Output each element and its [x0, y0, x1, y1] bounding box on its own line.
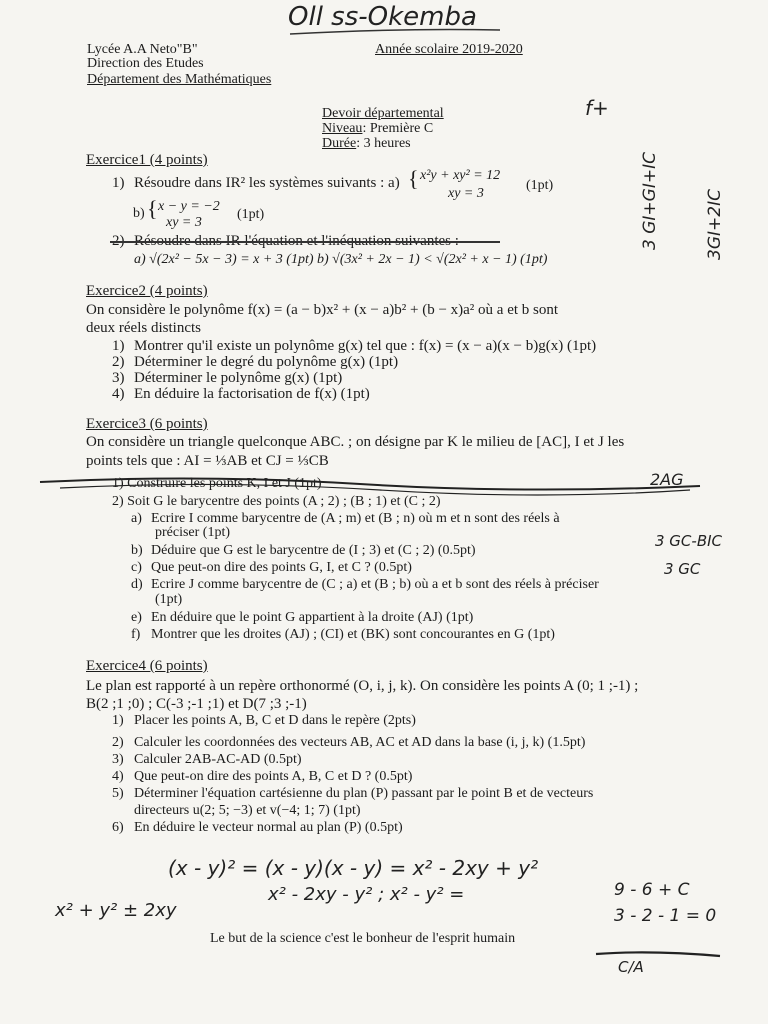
ex1-q2-strike: [110, 241, 500, 243]
ex1-q1: 1) Résoudre dans IR² les systèmes suivants : a): [112, 175, 400, 191]
ex2-item-4: 4) En déduire la factorisation de f(x) (1pt): [112, 386, 370, 402]
handwritten-identity-2: x² - 2xy - y² ; x² - y² =: [268, 884, 465, 905]
ex3-q2: 2) Soit G le barycentre des points (A ; 2) ; (B ; 1) et (C ; 2): [112, 494, 441, 509]
niveau-label: Niveau: [322, 121, 363, 136]
duree-value: : 3 heures: [356, 136, 411, 151]
ex1-q1b-eq2: xy = 3: [166, 215, 202, 230]
ex1-q1b-label: b): [133, 206, 145, 221]
ex3-e: e) En déduire que le point G appartient à la droite (AJ) (1pt): [131, 610, 474, 625]
ex1-title: Exercice1 (4 points): [86, 152, 208, 168]
ex4-item-1: 1) Placer les points A, B, C et D dans le repère (2pts): [112, 713, 416, 728]
ex3-d-line2: (1pt): [155, 592, 183, 607]
ex3-d-line1: d) Ecrire J comme barycentre de (C ; a) et (B ; b) où a et b sont des réels à préciser: [131, 577, 599, 592]
devoir-duree: [322, 136, 411, 152]
handwritten-bottom-right-3: C/A: [618, 958, 644, 976]
ex3-f: f) Montrer que les droites (AJ) ; (CI) et (BK) sont concourantes en G (1pt): [131, 627, 555, 642]
ex3-b: b) Déduire que G est le barycentre de (I ; 3) et (C ; 2) (0.5pt): [131, 543, 476, 558]
ex1-q2: 2) Résoudre dans IR l'équation et l'inéquation suivantes :: [112, 233, 459, 249]
ex2-intro-1: On considère le polynôme f(x) = (a − b)x² + (x − a)b² + (b − x)a² où a et b sont: [86, 302, 559, 318]
niveau-value: : Première C: [362, 121, 434, 136]
devoir-title: Devoir départemental: [322, 106, 444, 121]
ex2-item-3: 3) Déterminer le polynôme g(x) (1pt): [112, 370, 343, 386]
ex1-q1a-points: (1pt): [526, 178, 554, 193]
school-year: Année scolaire 2019-2020: [375, 42, 523, 57]
ex1-q1a-system: {: [408, 166, 419, 191]
ex4-item-3: 3) Calculer 2AB-AC-AD (0.5pt): [112, 752, 302, 767]
motto: Le but de la science c'est le bonheur de l'esprit humain: [210, 931, 516, 946]
duree-label: Durée: [322, 136, 357, 151]
ex4-intro-2: B(2 ;1 ;0) ; C(-3 ;-1 ;1) et D(7 ;3 ;-1): [86, 696, 307, 712]
ex2-title: Exercice2 (4 points): [86, 283, 208, 299]
ex3-margin-2ag: 2AG: [650, 470, 684, 489]
ex1-q1b-system: {: [147, 196, 158, 221]
department-name: Département des Mathématiques: [87, 72, 272, 87]
ex2-intro-2: deux réels distincts: [86, 320, 201, 336]
ex3-title: Exercice3 (6 points): [86, 416, 208, 432]
name-underline: [0, 0, 768, 40]
ex3-a-line1: a) Ecrire I comme barycentre de (A ; m) et (B ; n) où m et n sont des réels à: [131, 511, 560, 526]
margin-note-vertical-2: 3GI+2IC: [705, 189, 725, 260]
ex2-item-1: 1) Montrer qu'il existe un polynôme g(x) tel que : f(x) = (x − a)(x − b)g(x) (1pt): [112, 338, 597, 354]
ex4-item-5: 5) Déterminer l'équation cartésienne du plan (P) passant par le point B et de vecteurs: [112, 786, 594, 801]
margin-note-plus: f+: [585, 96, 609, 120]
handwritten-name: Oll ss-Okemba: [288, 2, 477, 32]
ex3-margin-3gc-bic: 3 GC-BIC: [655, 532, 723, 550]
margin-note-vertical-1: 3 GI+GI+IC: [640, 152, 660, 250]
ex3-q1: 1) Construire les points K, I et J (1pt): [112, 476, 322, 491]
ex3-intro-1: On considère un triangle quelconque ABC. ; on désigne par K le milieu de [AC], I et J les: [86, 434, 625, 450]
ex4-intro-1: Le plan est rapporté à un repère orthonormé (O, i, j, k). On considère les points A (0; 1 ;-1) ;: [86, 678, 639, 694]
ex3-margin-3gc: 3 GC: [664, 560, 701, 578]
ex3-c: c) Que peut-on dire des points G, I, et C ? (0.5pt): [131, 560, 412, 575]
ex4-item-5-cont: directeurs u(2; 5; −3) et v(−4; 1; 7) (1pt): [134, 803, 361, 818]
handwritten-bottom-right-1: 9 - 6 + C: [614, 880, 690, 900]
handwritten-identity-1: (x - y)² = (x - y)(x - y) = x² - 2xy + y²: [168, 856, 539, 880]
ex1-q2-equations: a) √(2x² − 5x − 3) = x + 3 (1pt) b) √(3x² + 2x − 1) < √(2x² + x − 1) (1pt): [134, 252, 548, 267]
direction-name: Direction des Etudes: [87, 56, 204, 71]
ex1-q1a-eq2: xy = 3: [448, 186, 484, 201]
handwritten-bottom-right-2: 3 - 2 - 1 = 0: [614, 906, 717, 926]
ex4-title: Exercice4 (6 points): [86, 658, 208, 674]
devoir-niveau: [322, 121, 433, 137]
ex4-item-4: 4) Que peut-on dire des points A, B, C et D ? (0.5pt): [112, 769, 413, 784]
ex4-item-2: 2) Calculer les coordonnées des vecteurs AB, AC et AD dans la base (i, j, k) (1.5pt): [112, 735, 586, 750]
ex3-a-line2: préciser (1pt): [155, 525, 231, 540]
school-name: Lycée A.A Neto"B": [87, 42, 198, 57]
handwritten-bottom-left: x² + y² ± 2xy: [55, 900, 177, 921]
ex1-q1a-eq1: x²y + xy² = 12: [420, 168, 501, 183]
ex2-item-2: 2) Déterminer le degré du polynôme g(x) (1pt): [112, 354, 399, 370]
bottom-right-scribble: [0, 948, 768, 978]
ex1-q1b-points: (1pt): [237, 207, 265, 222]
ex1-q1b-eq1: x − y = −2: [158, 199, 220, 214]
ex3-intro-2: points tels que : AI = ⅓AB et CJ = ⅓CB: [86, 453, 329, 469]
ex4-item-6: 6) En déduire le vecteur normal au plan (P) (0.5pt): [112, 820, 403, 835]
